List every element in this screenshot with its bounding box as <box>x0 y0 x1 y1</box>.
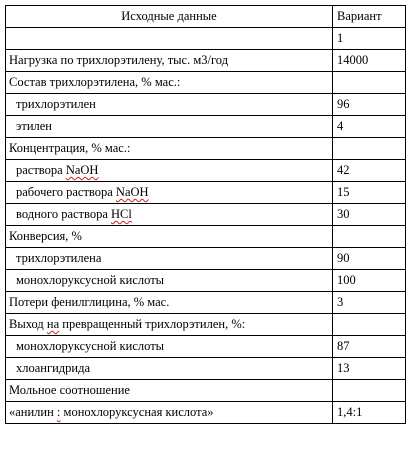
row-label: Концентрация, % мас.: <box>6 138 333 160</box>
row-label <box>6 204 333 226</box>
row-value: 14000 <box>333 50 406 72</box>
row-label <box>6 182 333 204</box>
label-text: «анилин <box>9 405 57 419</box>
spellcheck-mark: NaOH <box>65 163 99 177</box>
row-value <box>333 72 406 94</box>
row-value: 1,4:1 <box>333 402 406 424</box>
row-value: 15 <box>333 182 406 204</box>
table-row <box>6 28 406 50</box>
row-value: 30 <box>333 204 406 226</box>
spellcheck-mark: HCl <box>111 207 132 221</box>
row-label <box>6 160 333 182</box>
source-data-table <box>5 5 406 424</box>
label-text: рабочего раствора <box>16 185 116 199</box>
row-value: 13 <box>333 358 406 380</box>
row-label: трихлорэтилен <box>6 94 333 116</box>
table-row <box>6 270 406 292</box>
row-label: Конверсия, % <box>6 226 333 248</box>
row-label: Потери фенилглицина, % мас. <box>6 292 333 314</box>
table-row <box>6 182 406 204</box>
table-row <box>6 94 406 116</box>
row-label: монохлоруксусной кислоты <box>6 336 333 358</box>
label-text: превращенный трихлорэтилен, %: <box>59 317 246 331</box>
label-text: водного раствора <box>16 207 111 221</box>
row-value: 90 <box>333 248 406 270</box>
table-row <box>6 72 406 94</box>
table-row <box>6 336 406 358</box>
variant-number: 1 <box>333 28 406 50</box>
row-value: 4 <box>333 116 406 138</box>
spellcheck-mark: NaOH <box>115 185 149 199</box>
table-row <box>6 204 406 226</box>
header-params: Исходные данные <box>6 6 333 28</box>
table-row <box>6 292 406 314</box>
table-row <box>6 402 406 424</box>
table-row <box>6 380 406 402</box>
table-row <box>6 160 406 182</box>
row-label: трихлорэтилена <box>6 248 333 270</box>
table-row <box>6 138 406 160</box>
row-label: монохлоруксусной кислоты <box>6 270 333 292</box>
row-value: 3 <box>333 292 406 314</box>
table-row <box>6 116 406 138</box>
label-text: монохлоруксусная кислота» <box>60 405 214 419</box>
table-row <box>6 50 406 72</box>
row-value <box>333 138 406 160</box>
spellcheck-mark: на <box>46 317 60 331</box>
table-header-row <box>6 6 406 28</box>
spellcheck-mark: : <box>56 405 61 419</box>
row-label <box>6 28 333 50</box>
table-row <box>6 358 406 380</box>
row-label: Нагрузка по трихлорэтилену, тыс. м3/год <box>6 50 333 72</box>
row-label: Мольное соотношение <box>6 380 333 402</box>
row-value: 42 <box>333 160 406 182</box>
header-variant: Вариант <box>333 6 406 28</box>
row-label: Состав трихлорэтилена, % мас.: <box>6 72 333 94</box>
row-label: хлоангидрида <box>6 358 333 380</box>
table-row <box>6 248 406 270</box>
row-value: 96 <box>333 94 406 116</box>
row-label <box>6 402 333 424</box>
row-value: 100 <box>333 270 406 292</box>
table-row <box>6 226 406 248</box>
row-label: этилен <box>6 116 333 138</box>
table-row <box>6 314 406 336</box>
row-label <box>6 314 333 336</box>
row-value <box>333 314 406 336</box>
label-text: Выход <box>9 317 47 331</box>
label-text: раствора <box>16 163 66 177</box>
row-value <box>333 226 406 248</box>
row-value <box>333 380 406 402</box>
row-value: 87 <box>333 336 406 358</box>
